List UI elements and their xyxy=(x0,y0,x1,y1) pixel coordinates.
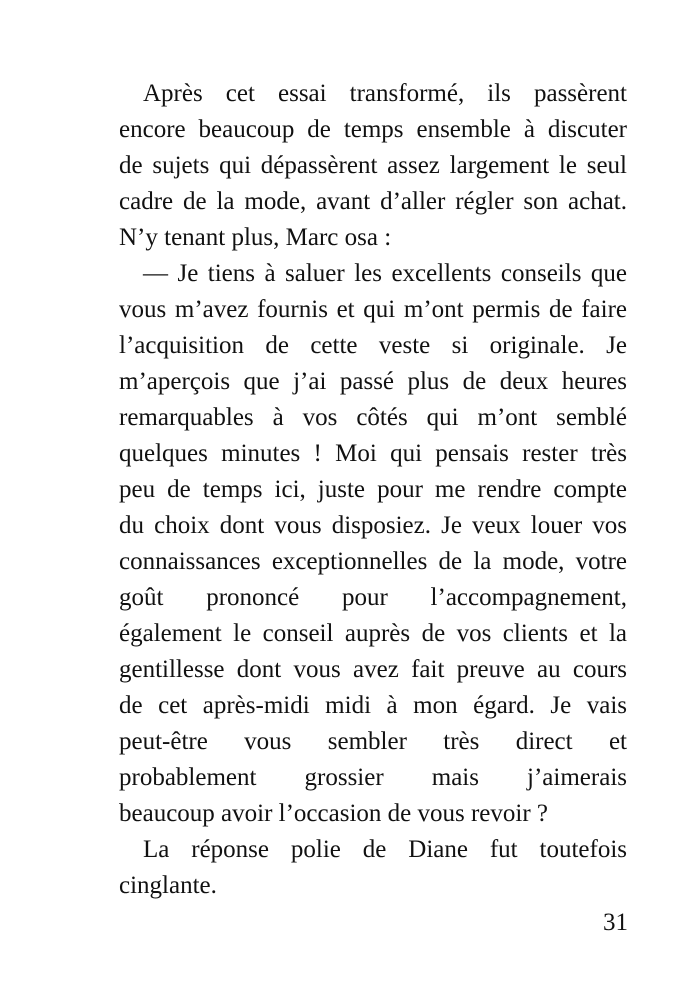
page-number: 31 xyxy=(603,909,628,936)
text-line: goût prononcé pour l’accompagnement, xyxy=(119,584,627,611)
text-line: gentillesse dont vous avez fait preuve au cours xyxy=(119,656,627,683)
text-line: encore beaucoup de temps ensemble à discuter xyxy=(119,116,627,143)
text-line: Après cet essai transformé, ils passèrent xyxy=(143,80,627,107)
text-line: l’acquisition de cette veste si originale. Je xyxy=(119,332,627,359)
text-line: également le conseil auprès de vos clients et la xyxy=(119,620,627,647)
text-line: de cet après-midi midi à mon égard. Je vais xyxy=(119,692,627,719)
text-line: quelques minutes ! Moi qui pensais rester très xyxy=(119,440,627,467)
text-line: La réponse polie de Diane fut toutefois xyxy=(143,836,627,863)
text-line: probablement grossier mais j’aimerais xyxy=(119,764,627,791)
text-line: beaucoup avoir l’occasion de vous revoir ? xyxy=(119,800,549,827)
text-line: cadre de la mode, avant d’aller régler son achat. xyxy=(119,188,627,215)
text-line: de sujets qui dépassèrent assez largement le seul xyxy=(119,152,627,179)
text-line: connaissances exceptionnelles de la mode, votre xyxy=(119,548,627,575)
text-line: peu de temps ici, juste pour me rendre compte xyxy=(119,476,627,503)
text-line: du choix dont vous disposiez. Je veux louer vos xyxy=(119,512,627,539)
text-line: peut-être vous sembler très direct et xyxy=(119,728,627,755)
text-line: cinglante. xyxy=(119,872,217,899)
text-line: remarquables à vos côtés qui m’ont semblé xyxy=(119,404,627,431)
text-line: N’y tenant plus, Marc osa : xyxy=(119,224,392,251)
text-line: vous m’avez fournis et qui m’ont permis de faire xyxy=(119,296,627,323)
text-line: m’aperçois que j’ai passé plus de deux heures xyxy=(119,368,627,395)
text-line: — Je tiens à saluer les excellents conseils que xyxy=(143,260,627,287)
